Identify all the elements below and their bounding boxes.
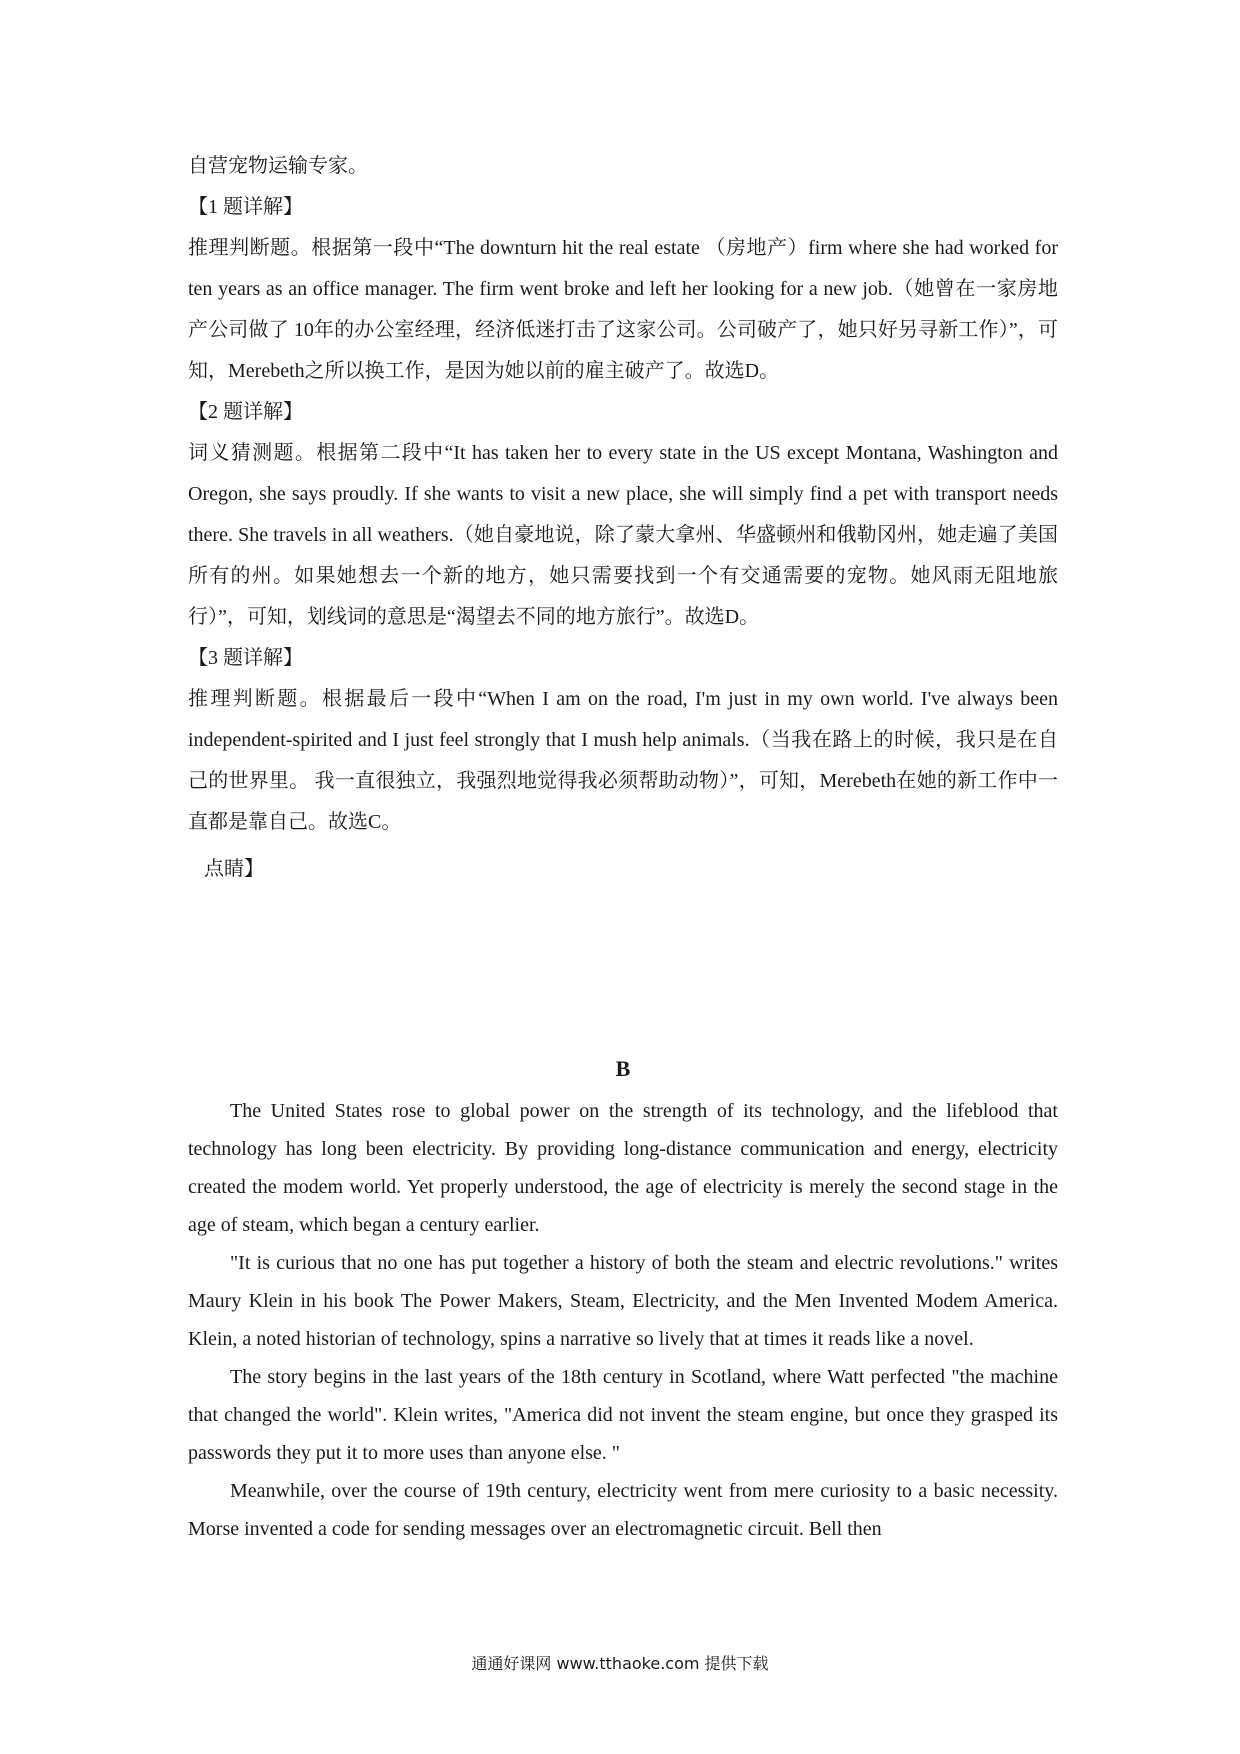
q2-explanation: 词义猜测题。根据第二段中“It has taken her to every state in the US except Montana, Washington and Oregon, she says proudly. If she wants to visit a new place, she will simply find a pet with transport needs there. She travels in all weathers.（她自豪地说，除了蒙大拿州、华盛顿州和俄勒冈州，她走遍了美国所有的州。如果她想去一个新的地方，她只需要找到一个有交通需要的宠物。她风雨无阻地旅行）”，可知，划线词的意思是“渴望去不同的地方旅行”。故选D。 xyxy=(188,442,1058,628)
passage-paragraph: The United States rose to global power on the strength of its technology, and the lifeblood that technology has long been electricity. By providing long-distance communication and energy, electricity created the modem world. Yet properly understood, the age of electricity is merely the second stage in the age of steam, which began a century earlier. xyxy=(188,1100,1058,1236)
answer-analysis xyxy=(188,146,1058,890)
q1-explanation: 推理判断题。根据第一段中“The downturn hit the real estate （房地产）firm where she had worked for ten years as an office manager. The firm went broke and left her looking for a new job.（她曾在一家房地产公司做了 10年的办公室经理，经济低迷打击了这家公司。公司破产了，她只好另寻新工作）”，可知，Merebeth之所以换工作，是因为她以前的雇主破产了。故选D。 xyxy=(188,237,1058,382)
continuation-line: 自营宠物运输专家。 xyxy=(188,155,368,177)
page-footer: 通通好课网 www.tthaoke.com 提供下载 xyxy=(471,1654,769,1673)
q3-explanation: 推理判断题。根据最后一段中“When I am on the road, I'm just in my own world. I've always been independent-spirited and I just feel strongly that I mush help animals.（当我在路上的时候，我只是在自己的世界里。 我一直很独立，我强烈地觉得我必须帮助动物）”，可知，Merebeth在她的新工作中一直都是靠自己。故选C。 xyxy=(188,688,1058,833)
q2-heading: 【2 题详解】 xyxy=(188,401,303,423)
passage-paragraph: "It is curious that no one has put together a history of both the steam and electric revolutions." writes Maury Klein in his book The Power Makers, Steam, Electricity, and the Men Invented Modem America. Klein, a noted historian of technology, spins a narrative so lively that at times it reads like a novel. xyxy=(188,1252,1058,1350)
passage-paragraph: The story begins in the last years of the 18th century in Scotland, where Watt perfected "the machine that changed the world". Klein writes, "America did not invent the steam engine, but once they grasped its passwords they put it to more uses than anyone else. " xyxy=(188,1366,1058,1464)
passage-b xyxy=(188,1052,1058,1548)
passage-title: B xyxy=(615,1056,631,1081)
dianjing-heading: 点睛】 xyxy=(204,858,264,880)
q1-heading: 【1 题详解】 xyxy=(188,196,303,218)
q3-heading: 【3 题详解】 xyxy=(188,647,303,669)
passage-paragraph: Meanwhile, over the course of 19th century, electricity went from mere curiosity to a basic necessity. Morse invented a code for sending messages over an electromagnetic circuit. Bell then xyxy=(188,1480,1058,1540)
